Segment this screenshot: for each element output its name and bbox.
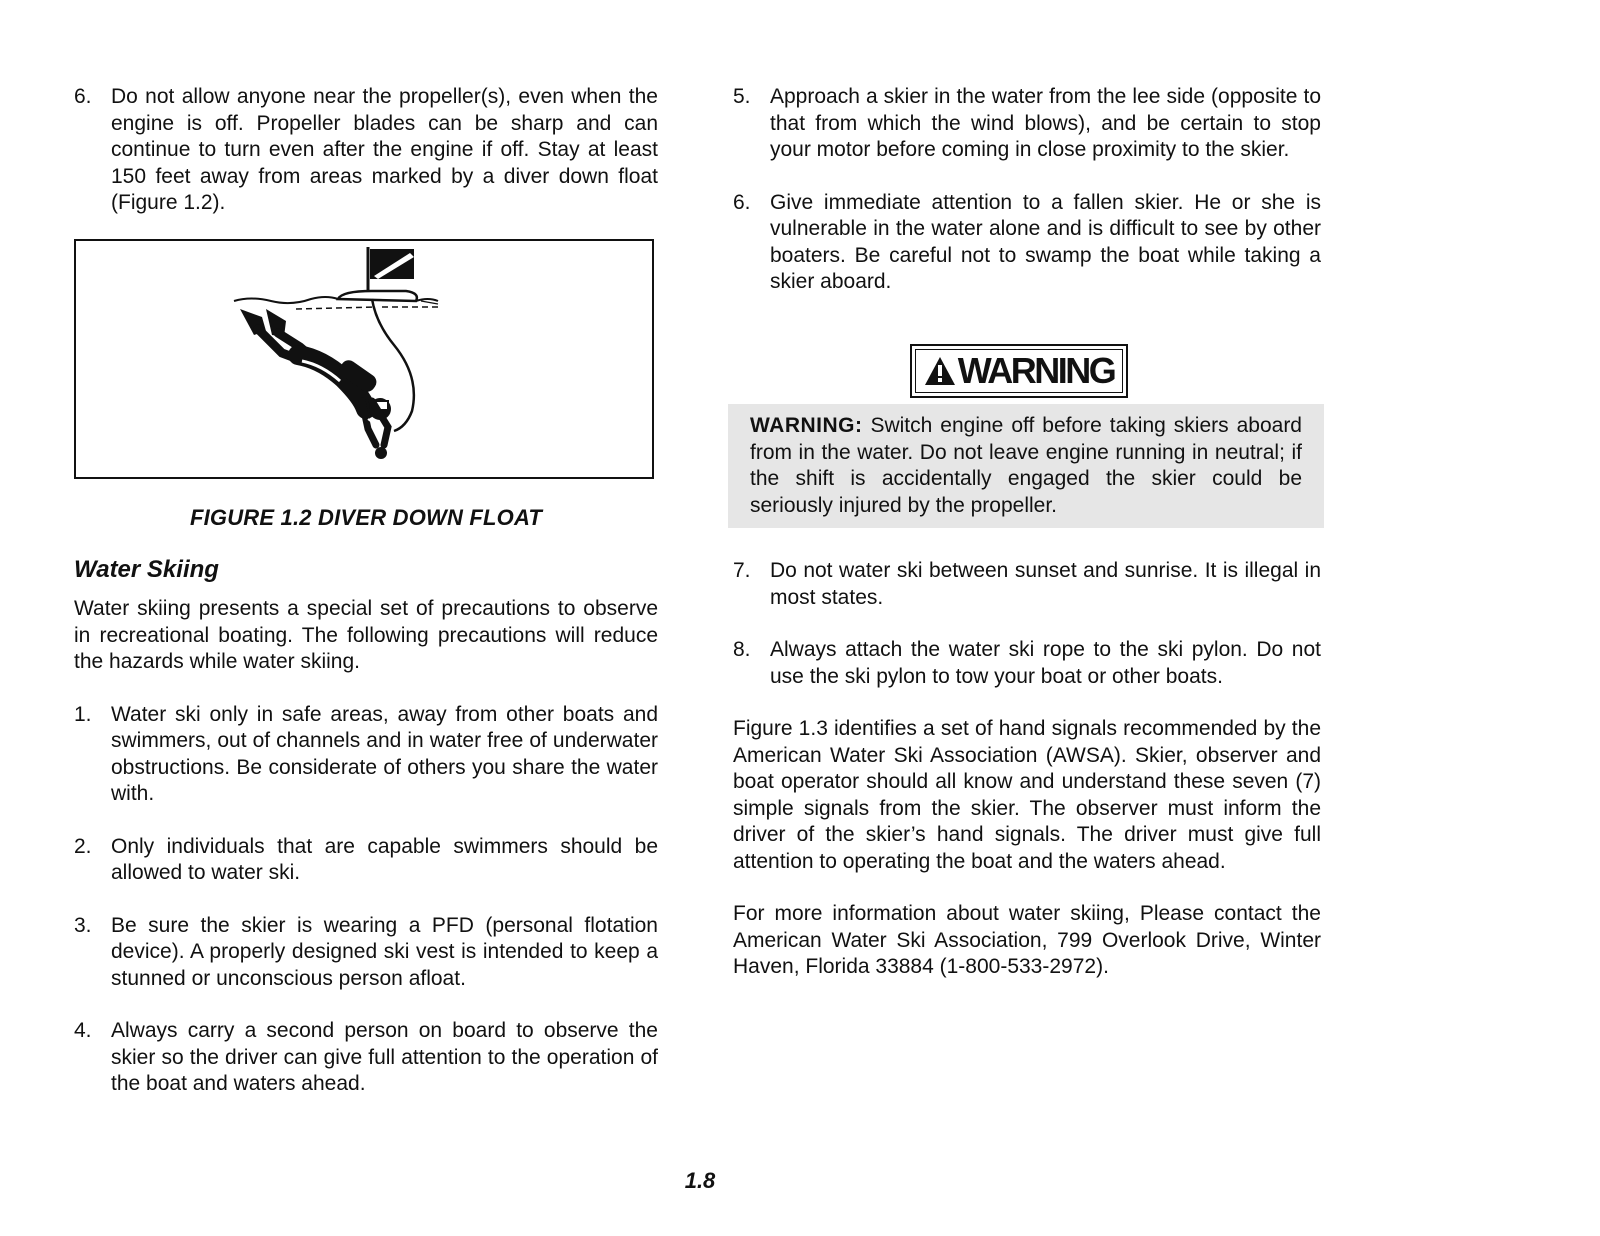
warning-lead: WARNING: xyxy=(750,414,863,437)
list-item-text: Do not allow anyone near the propeller(s), even when the engine is off. Propeller blades can be sharp and can continue to turn even after the engine if off. Stay at least 150 feet away from areas marked by a diver down float (Figure 1.2). xyxy=(111,85,658,214)
list-item xyxy=(733,190,1321,296)
list-item xyxy=(74,84,658,217)
list-item xyxy=(74,913,658,993)
section-intro: Water skiing presents a special set of precautions to observe in recreational boating. The following precautions will reduce the hazards while water skiing. xyxy=(74,597,658,673)
list-item xyxy=(74,702,658,808)
list-item xyxy=(74,1018,658,1098)
list-item-text: Approach a skier in the water from the lee side (opposite to that from which the wind blows), and be certain to stop your motor before coming in close proximity to the skier. xyxy=(770,85,1321,161)
warning-badge xyxy=(910,344,1128,398)
list-item-number: 1. xyxy=(74,702,92,726)
list-item-number: 5. xyxy=(733,85,751,108)
warning-badge-label: WARNING xyxy=(957,350,1115,391)
list-item-number: 4. xyxy=(74,1019,92,1042)
left-column-lower xyxy=(74,596,658,1098)
list-item-text: Water ski only in safe areas, away from other boats and swimmers, out of channels and in water free of underwater obstructions. Be considerate of others you share the water with. xyxy=(111,702,658,805)
left-column xyxy=(74,84,658,217)
right-column xyxy=(733,84,1321,296)
figure-caption: FIGURE 1.2 DIVER DOWN FLOAT xyxy=(189,505,543,530)
diver-down-float-illustration xyxy=(76,241,652,477)
list-item-number: 7. xyxy=(733,559,751,582)
list-item xyxy=(733,637,1321,690)
list-item-text: Always carry a second person on board to observe the skier so the driver can give full attention to the operation of the boat and waters ahead. xyxy=(111,1019,658,1095)
paragraph: Figure 1.3 identifies a set of hand signals recommended by the American Water Ski Association (AWSA). Skier, observer and boat operator should all know and understand these seven (7) simple signals from the skier. The observer must inform the driver of the skier’s hand signals. The driver must give full attention to operating the boat and the waters ahead. xyxy=(733,717,1321,873)
list-item xyxy=(74,834,658,887)
list-item-text: Give immediate attention to a fallen skier. He or she is vulnerable in the water alone and is difficult to see by other boaters. Be careful not to swamp the boat while taking a skier aboard. xyxy=(770,190,1321,293)
list-item-number: 8. xyxy=(733,638,751,661)
list-item-number: 6. xyxy=(733,190,751,214)
paragraph: For more information about water skiing, Please contact the American Water Ski Association, 799 Overlook Drive, Winter Haven, Florida 33884 (1-800-533-2972). xyxy=(733,902,1321,978)
list-item-text: Always attach the water ski rope to the ski pylon. Do not use the ski pylon to tow your boat or other boats. xyxy=(770,638,1321,688)
list-item-number: 3. xyxy=(74,913,92,937)
list-item-number: 2. xyxy=(74,834,92,858)
warning-panel xyxy=(728,404,1324,528)
list-item-number: 6. xyxy=(74,85,92,108)
right-column-lower xyxy=(733,558,1321,981)
figure-diver-down-float xyxy=(74,239,654,479)
section-heading: Water Skiing xyxy=(74,556,219,583)
warning-badge-inner xyxy=(915,349,1123,393)
list-item xyxy=(733,558,1321,611)
list-item xyxy=(733,84,1321,164)
list-item-text: Do not water ski between sunset and sunrise. It is illegal in most states. xyxy=(770,559,1321,609)
warning-text: Switch engine off before taking skiers aboard from in the water. Do not leave engine running in neutral; if the shift is accidentally engaged the skier could be seriously injured by the propeller. xyxy=(750,414,1302,517)
warning-triangle-icon xyxy=(924,356,956,386)
page-number: 1.8 xyxy=(684,1168,716,1193)
list-item-text: Be sure the skier is wearing a PFD (personal flotation device). A properly designed ski vest is intended to keep a stunned or unconscious person afloat. xyxy=(111,913,658,990)
list-item-text: Only individuals that are capable swimmers should be allowed to water ski. xyxy=(111,834,658,884)
